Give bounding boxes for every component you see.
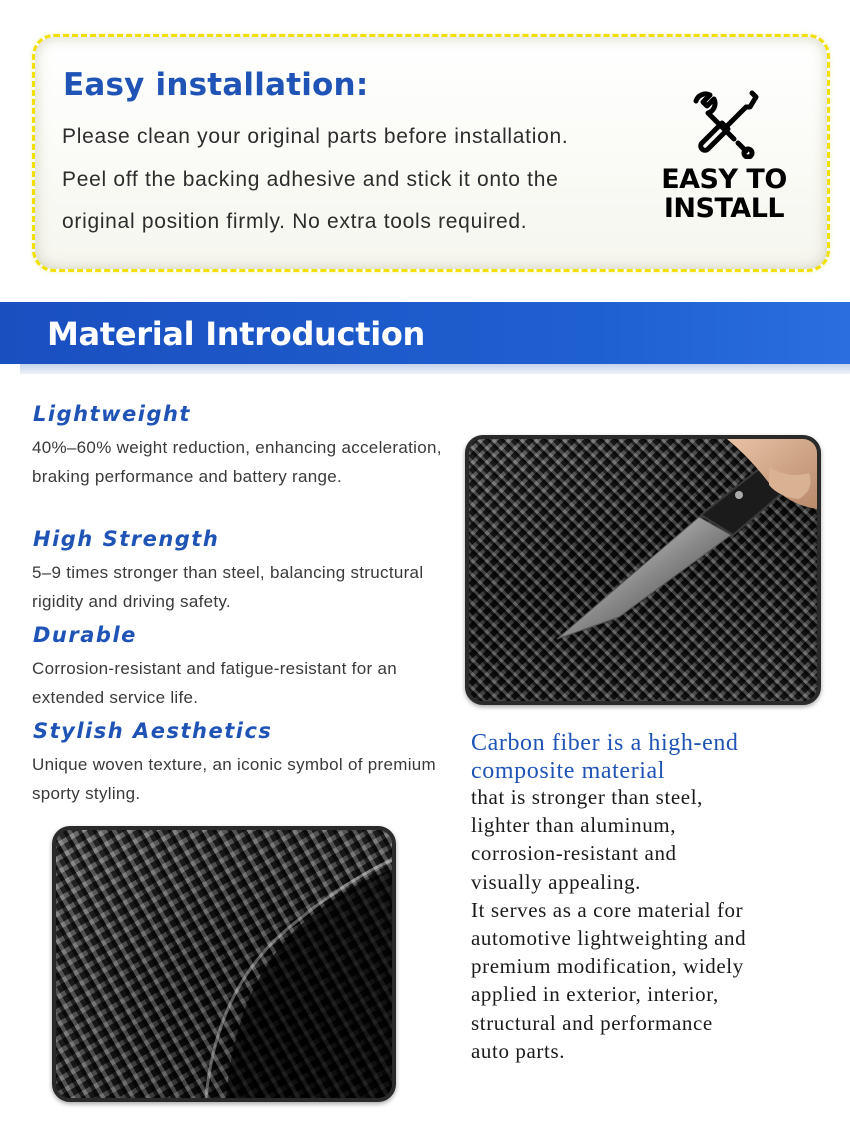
description-line: visually appealing. [471,869,642,894]
wrench-screwdriver-icon [686,87,762,159]
description-line: that is stronger than steel, [471,785,703,809]
knife-illustration [469,439,817,701]
section-banner [0,302,850,364]
fabric-fold-illustration [56,830,392,1098]
carbon-knife-photo [465,435,821,705]
feature-heading-stylish: Stylish Aesthetics [33,719,273,743]
badge-text-line-2: INSTALL [663,193,785,224]
description-line: corrosion-resistant and [471,841,677,866]
install-title: Easy installation: [63,67,369,103]
description-line: It serves as a core material for [471,897,744,922]
feature-heading-high-strength: High Strength [33,527,220,551]
feature-heading-lightweight: Lightweight [33,402,191,426]
description-line: applied in exterior, interior, [471,982,719,1007]
description-line: lighter than aluminum, [471,813,677,838]
description-line: automotive lightweighting and [471,926,747,951]
carbon-fabric-photo [52,826,396,1102]
banner-shadow [20,364,850,374]
install-info-box [32,34,830,272]
description-line: auto parts. [471,1038,566,1063]
feature-text-high-strength: 5–9 times stronger than steel, balancing structural rigidity and driving safety. [32,563,424,611]
description-line: structural and performance [471,1010,713,1035]
install-line-2: Peel off the backing adhesive and stick it onto the [62,168,559,191]
feature-text-durable: Corrosion-resistant and fatigue-resistant for an extended service life. [32,659,397,707]
section-title: Material Introduction [47,315,426,353]
feature-text-stylish: Unique woven texture, an iconic symbol of premium sporty styling. [32,755,436,803]
install-line-1: Please clean your original parts before installation. [62,125,569,148]
description-line: premium modification, widely [471,954,744,979]
easy-install-badge [659,87,789,227]
feature-heading-durable: Durable [33,623,137,647]
badge-text-line-1: EASY TO [661,164,787,195]
description-heading: Carbon fiber is a high-end composite material [471,730,739,784]
feature-text-lightweight: 40%–60% weight reduction, enhancing acceleration, braking performance and battery range. [32,438,442,486]
install-line-3: original position firmly. No extra tools required. [62,210,528,233]
description-body [471,783,841,1065]
